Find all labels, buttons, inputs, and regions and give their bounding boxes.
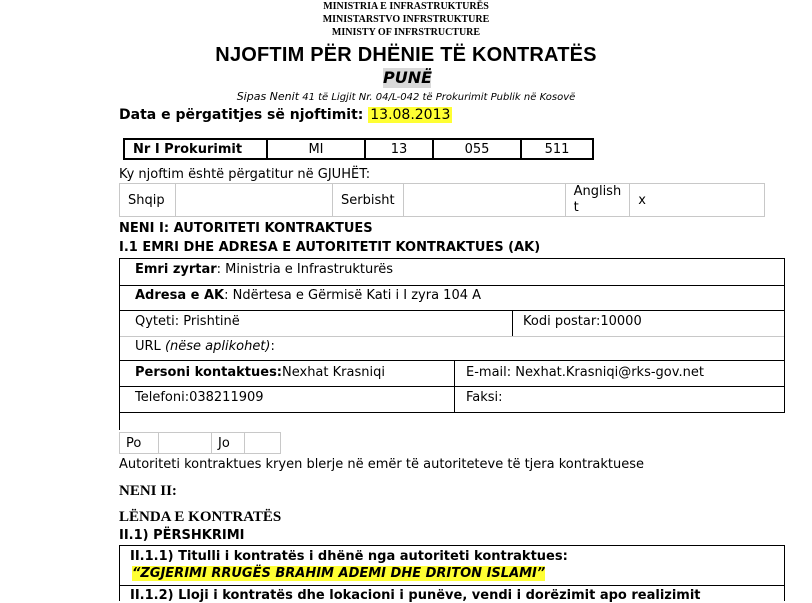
contract-type-subtitle: PUNË <box>383 68 433 87</box>
section-1-heading: NENI I: AUTORITETI KONTRAKTUES <box>119 221 373 236</box>
ministry-name-english: MINISTY OF INFRSTRUCTURE <box>331 27 481 38</box>
procurement-number-part: MI <box>267 139 365 159</box>
language-serbian-mark[interactable] <box>403 184 565 217</box>
language-english <box>565 184 630 217</box>
email: E-mail: Nexhat.Krasniqi@rks-gov.net <box>466 365 704 380</box>
contact-row <box>120 360 784 387</box>
procurement-number-label: Nr I Prokurimit <box>124 139 267 159</box>
language-albanian-mark[interactable] <box>176 184 333 217</box>
behalf-text: Autoriteti kontraktues kryen blerje në emër të autoriteteve të tjera kontraktuese <box>119 457 645 472</box>
languages-table <box>119 183 765 217</box>
postal-code: Kodi postar:10000 <box>523 314 642 329</box>
phone: Telefoni:038211909 <box>135 390 264 405</box>
text-cursor-marker <box>119 412 120 430</box>
language-english-line2: t <box>573 200 579 215</box>
official-name-row <box>120 259 784 286</box>
legal-basis <box>0 90 812 103</box>
contract-type-label: II.1.2) Lloji i kontratës dhe lokacioni i punëve, vendi i dorëzimit apo realizimit <box>130 588 701 603</box>
language-serbian: Serbisht <box>333 184 404 217</box>
official-name-value: : Ministria e Infrastrukturës <box>216 262 394 277</box>
contracting-authority-table <box>119 258 785 413</box>
url-label: URL <box>135 339 161 354</box>
address-value: : Ndërtesa e Gërmisë Kati i I zyra 104 A <box>224 288 482 303</box>
yes-label: Po <box>120 433 159 454</box>
contract-title-value: “ZGJERIMI RRUGËS BRAHIM ADEMI DHE DRITON ISLAMI” <box>132 566 546 581</box>
language-english-line1: Anglish <box>573 184 622 199</box>
no-label: Jo <box>212 433 245 454</box>
document-title: NJOFTIM PËR DHËNIE TË KONTRATËS <box>215 44 597 66</box>
section-1-1-heading: I.1 EMRI DHE ADRESA E AUTORITETIT KONTRAKTUES (AK) <box>119 240 541 255</box>
contact-label: Personi kontaktues: <box>135 365 282 380</box>
section-2-subject: LËNDA E KONTRATËS <box>119 509 282 525</box>
procurement-number-part: 055 <box>433 139 521 159</box>
procurement-number-table <box>123 138 594 160</box>
contract-title-label: II.1.1) Titulli i kontratës i dhënë nga autoriteti kontraktues: <box>130 549 568 564</box>
preparation-date-label: Data e përgatitjes së njoftimit: <box>119 107 364 123</box>
address-label: Adresa e AK <box>135 288 225 303</box>
legal-basis-text: 41 të Ligjit Nr. 04/L-042 të Prokurimit Publik në Kosovë <box>302 92 576 103</box>
language-albanian: Shqip <box>120 184 176 217</box>
section-2-1-heading: II.1) PËRSHKRIMI <box>119 528 245 543</box>
language-english-mark[interactable]: x <box>630 184 765 217</box>
contact-value: Nexhat Krasniqi <box>282 365 385 380</box>
ministry-name-albanian: MINISTRIA E INFRASTRUKTURËS <box>323 1 489 12</box>
address-row <box>120 285 784 311</box>
fax: Faksi: <box>466 390 503 405</box>
yes-checkbox[interactable] <box>159 433 212 454</box>
url-colon: : <box>270 339 275 354</box>
yes-no-table <box>119 432 281 454</box>
legal-basis-prefix: Sipas Nenit <box>236 90 300 103</box>
city-row <box>120 310 784 337</box>
no-checkbox[interactable] <box>245 433 281 454</box>
url-row <box>120 336 784 361</box>
languages-label: Ky njoftim është përgatitur në GJUHËT: <box>119 167 371 182</box>
url-note: (nëse aplikohet) <box>164 339 271 354</box>
ministry-name-serbian: MINISTARSTVO INFRSTRUKTURE <box>322 14 490 25</box>
official-name-label: Emri zyrtar <box>135 262 217 277</box>
contract-title-box <box>119 545 785 601</box>
preparation-date <box>119 107 452 123</box>
procurement-number-part: 13 <box>365 139 433 159</box>
section-2-heading: NENI II: <box>119 483 177 499</box>
procurement-number-part: 511 <box>521 139 593 159</box>
phone-row <box>120 386 784 412</box>
city: Qyteti: Prishtinë <box>135 314 240 329</box>
preparation-date-value: 13.08.2013 <box>370 107 451 123</box>
